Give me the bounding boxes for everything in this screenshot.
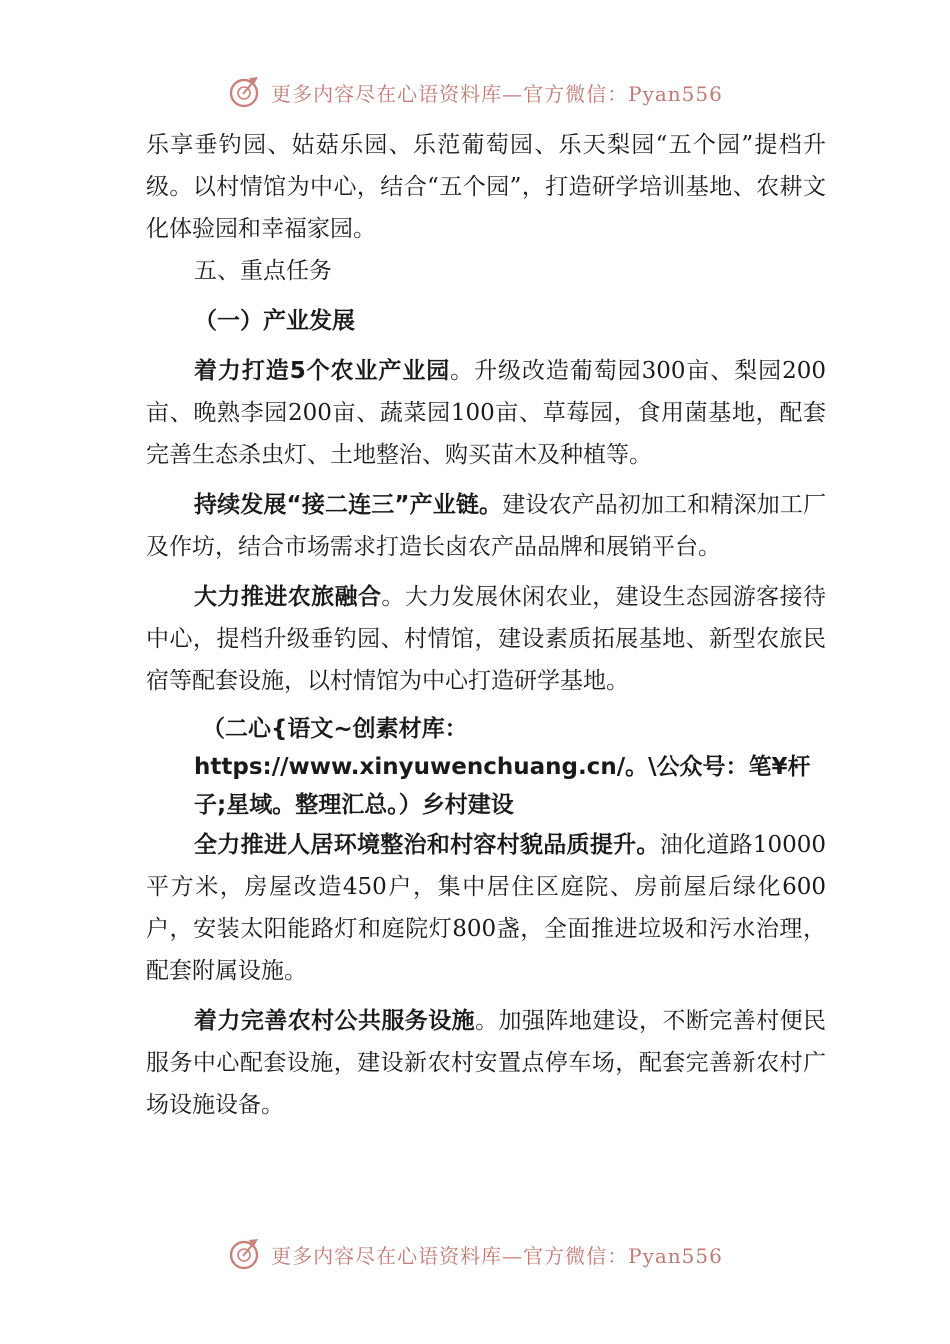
watermark-text: 更多内容尽在心语资料库—官方微信：Pyan556: [271, 81, 723, 106]
paragraph-public-services: [146, 1000, 826, 1126]
document-body: [146, 124, 826, 1126]
paragraph-industry-chain: [146, 484, 826, 568]
paragraph-industry-parks: [146, 350, 826, 476]
pen-logo-icon: [227, 74, 263, 110]
section-heading-5: 五、重点任务: [194, 258, 332, 284]
footer-watermark: [0, 1232, 950, 1276]
paragraph-intro: 乐享垂钓园、姑菇乐园、乐范葡萄园、乐天梨园“五个园”提档升级。以村情馆为中心，结合“五个园”，打造研学培训基地、农耕文化体验园和幸福家园。: [146, 132, 826, 242]
paragraph-lead: 着力完善农村公共服务设施: [194, 1008, 476, 1034]
paragraph-text: 。升级改造葡萄园300亩、梨园200亩、晚熟李园200亩、蔬菜园100亩、草莓园，食用菌基地，配套完善生态杀虫灯、土地整治、购买苗木及种植等。: [146, 358, 826, 468]
subheading-rural-construction: （二心{语文~创素材库：https://www.xinyuwenchuang.cn/。\公众号：笔¥杆子;星域。整理汇总。）乡村建设: [194, 716, 811, 818]
paragraph-text: 油化道路10000平方米，房屋改造450户，集中居住区庭院、房前屋后绿化600户，安装太阳能路灯和庭院灯800盏，全面推进垃圾和污水治理，配套附属设施。: [146, 832, 827, 984]
paragraph-text: 。大力发展休闲农业，建设生态园游客接待中心，提档升级垂钓园、村情馆，建设素质拓展基地、新型农旅民宿等配套设施，以村情馆为中心打造研学基地。: [146, 584, 827, 694]
paragraph-text: 。加强阵地建设，不断完善村便民服务中心配套设施，建设新农村安置点停车场，配套完善新农村广场设施设备。: [146, 1008, 827, 1118]
paragraph-lead: 持续发展“接二连三”产业链。: [194, 492, 503, 518]
subheading-industry: （一）产业发展: [194, 308, 355, 334]
paragraph-agritourism: [146, 576, 826, 702]
paragraph-lead: 全力推进人居环境整治和村容村貌品质提升。: [194, 832, 660, 858]
paragraph-living-environment: [146, 824, 826, 992]
header-watermark: [0, 70, 950, 114]
paragraph-lead: 大力推进农旅融合: [194, 584, 382, 610]
paragraph-lead: 着力打造5个农业产业园: [194, 358, 451, 384]
paragraph-text: 建设农产品初加工和精深加工厂及作坊，结合市场需求打造长卤农产品品牌和展销平台。: [146, 492, 827, 560]
watermark-text: 更多内容尽在心语资料库—官方微信：Pyan556: [271, 1243, 723, 1268]
pen-logo-icon: [227, 1236, 263, 1272]
